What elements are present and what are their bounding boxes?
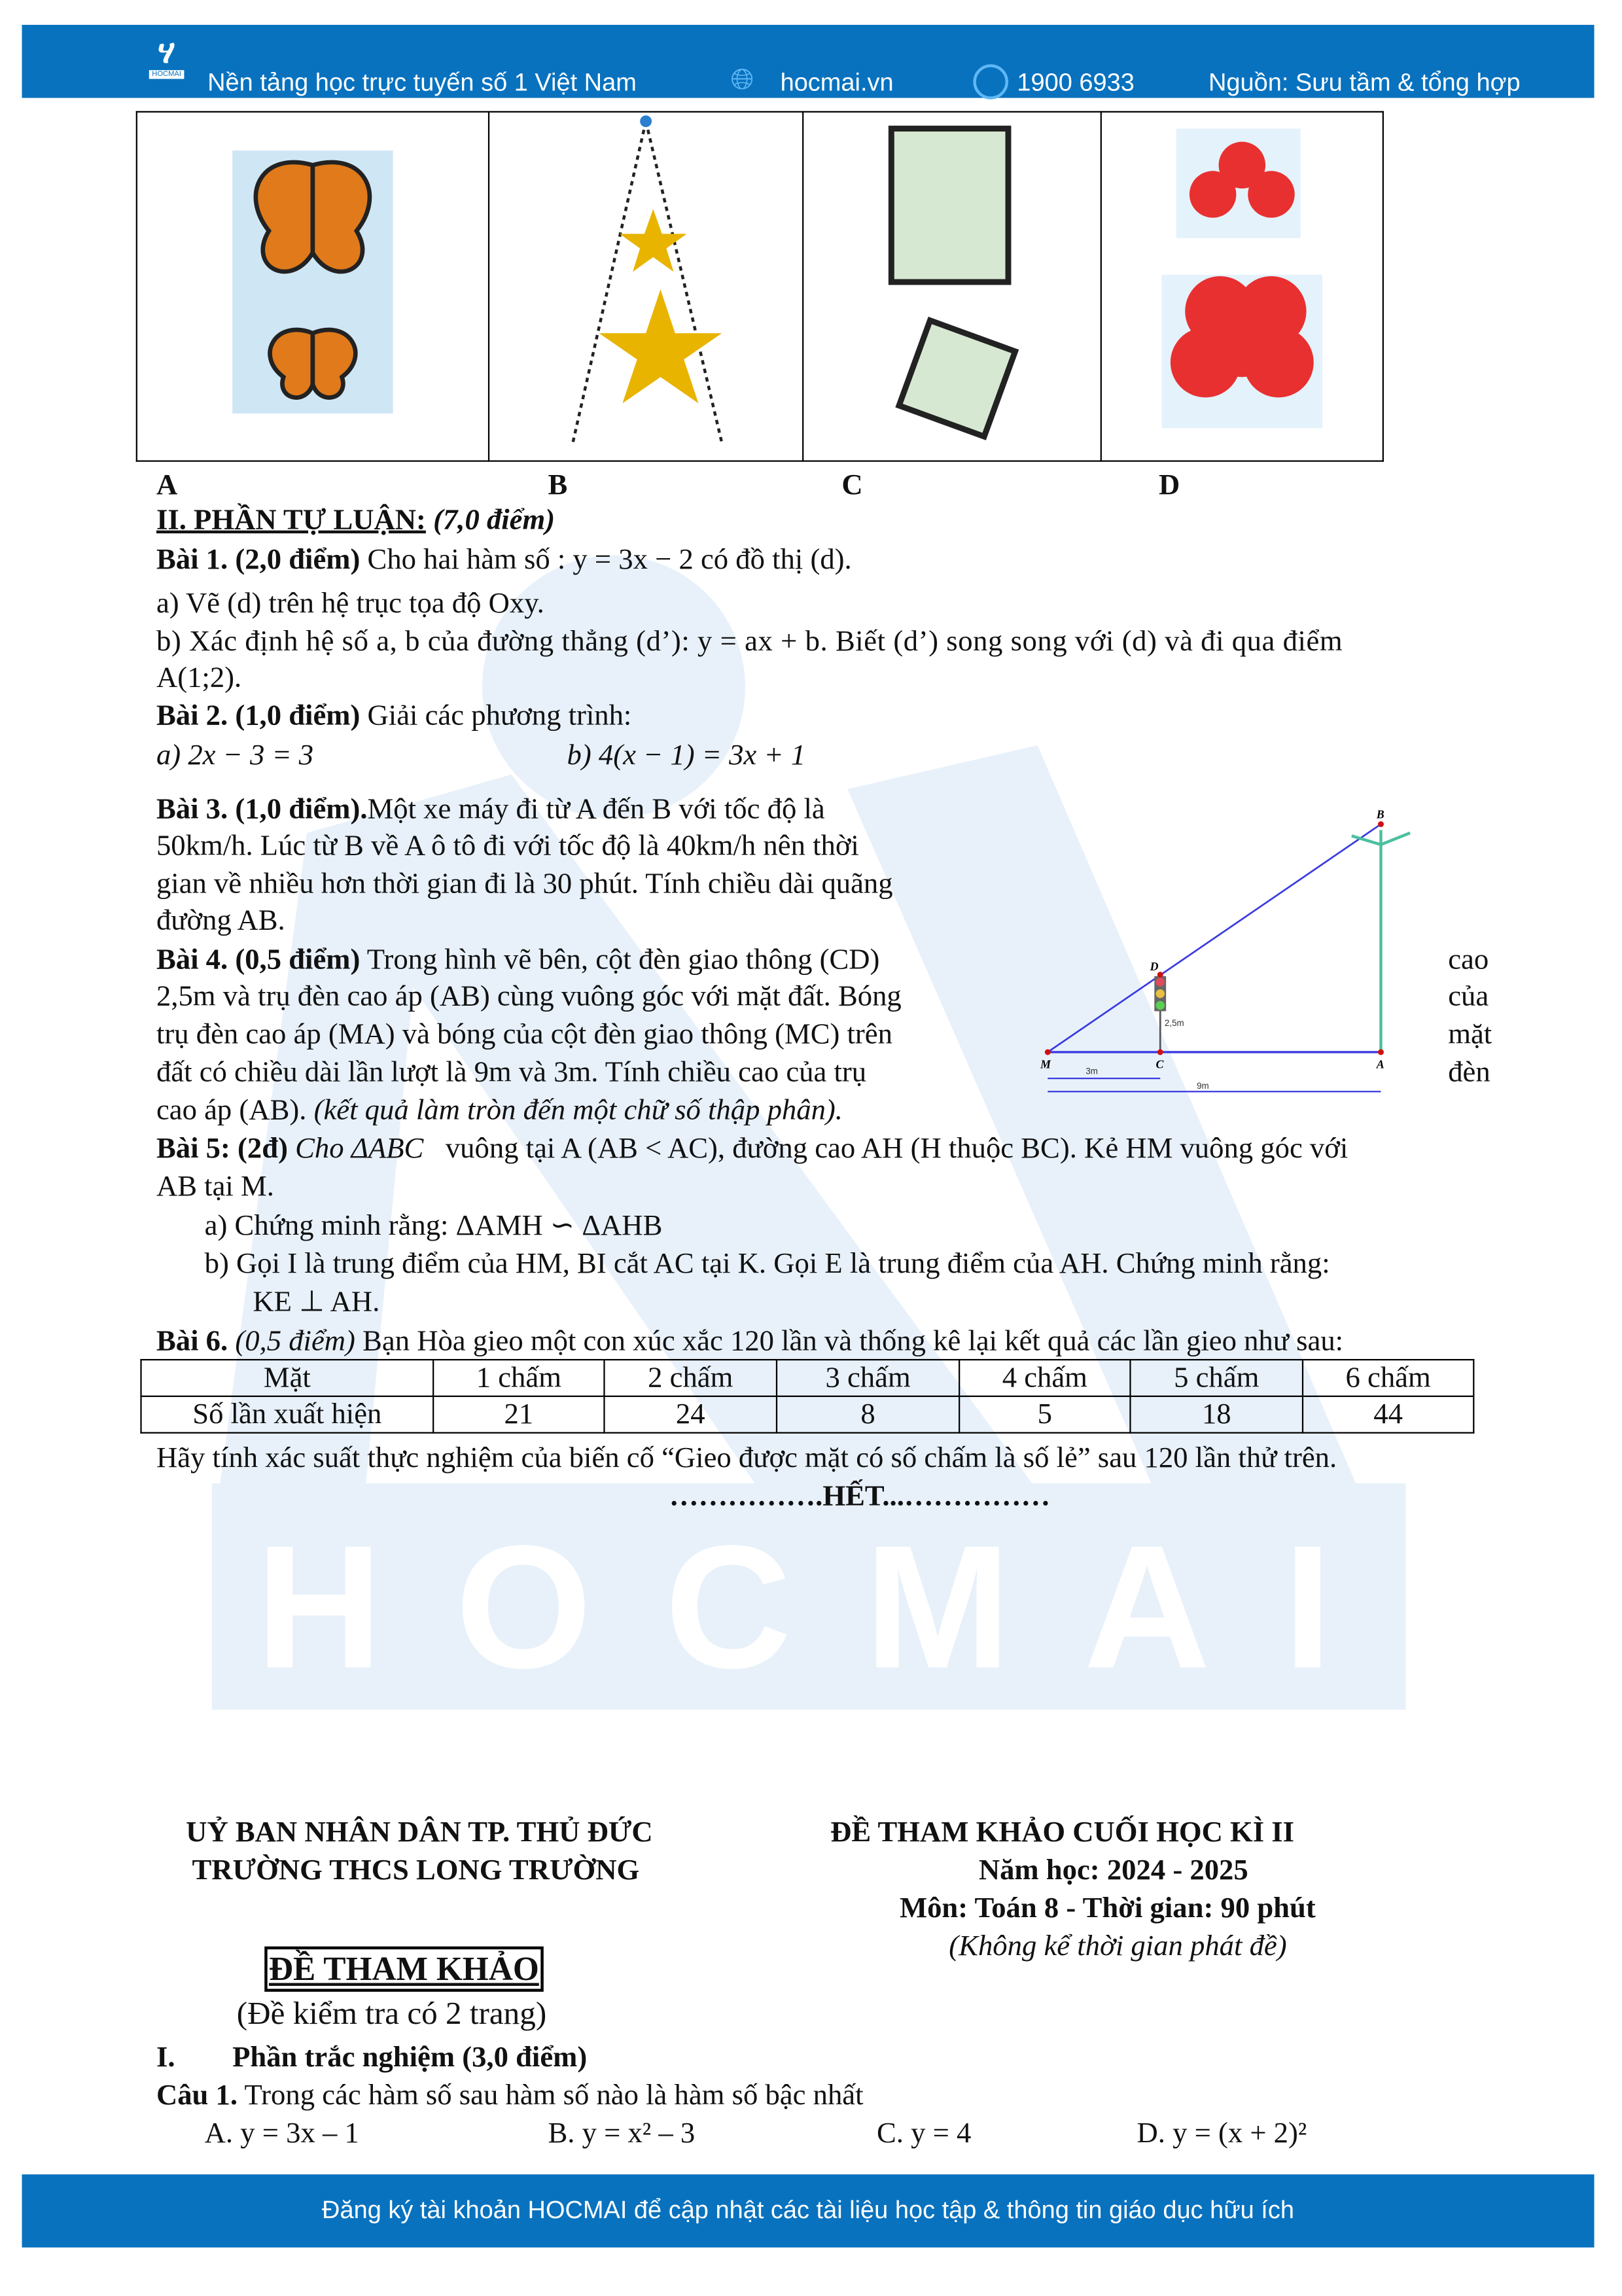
option-b: B. y = x² – 3 (548, 2117, 696, 2150)
point-d-label: D (1150, 959, 1159, 973)
school-name: TRƯỜNG THCS LONG TRƯỜNG (192, 1854, 640, 1887)
figure-squares (803, 112, 1101, 461)
bai4-line-2: 2,5m và trụ đèn cao áp (AB) cùng vuông góc với mặt đất. Bóng (156, 980, 902, 1013)
exam-year: Năm học: 2024 - 2025 (978, 1854, 1248, 1887)
bai5-line-1: Bài 5: (2đ) Cho ΔABC vuông tại A (AB < AC), đường cao AH (H thuộc BC). Kẻ HM vuông góc với (156, 1132, 1349, 1165)
bai3-line-3: gian về nhiều hơn thời gian đi là 30 phút. Tính chiều dài quãng (156, 868, 893, 900)
footer-text[interactable]: Đăng ký tài khoản HOCMAI để cập nhật các tài liệu học tập & thông tin giáo dục hữu ích (322, 2196, 1294, 2225)
option-d: D. y = (x + 2)² (1137, 2117, 1307, 2150)
bai4-word-den: đèn (1448, 1056, 1490, 1089)
ma-length: 9m (1197, 1080, 1209, 1091)
bai5-a: a) Chứng minh rằng: ΔAMH ∽ ΔAHB (204, 1210, 663, 1243)
bai4-line-1: Bài 4. (0,5 điểm) Trong hình vẽ bên, cột đèn giao thông (CD) (156, 944, 880, 976)
table-cell: 44 (1303, 1396, 1473, 1433)
table-row (141, 1396, 1474, 1433)
table-cell: Mặt (141, 1360, 434, 1396)
watermark-text: HOCMAI (255, 1509, 1405, 1706)
bai3-line-1: Bài 3. (1,0 điểm).Một xe máy đi từ A đến B với tốc độ là (156, 793, 825, 826)
bai2-a: a) 2x − 3 = 3 (156, 739, 314, 772)
table-cell: 5 chấm (1130, 1360, 1303, 1396)
option-a: A. y = 3x – 1 (204, 2117, 359, 2150)
table-cell: 5 (959, 1396, 1130, 1433)
figure-stars (489, 112, 803, 461)
bai6-question: Hãy tính xác suất thực nghiệm của biến cố “Gieo được mặt có số chấm là số lẻ” sau 120 lần thử trên. (156, 1442, 1337, 1475)
lamp-post-diagram (1030, 804, 1439, 1110)
hocmai-logo: ሃ HOCMAI (139, 37, 194, 86)
bai5-b2: KE ⊥ AH. (253, 1286, 380, 1318)
header-bar (22, 25, 1594, 98)
bai6-heading: Bài 6. (0,5 điểm) Bạn Hòa gieo một con xúc xắc 120 lần và thống kê lại kết quả các lần gieo như sau: (156, 1325, 1344, 1358)
header-slogan: Nền tảng học trực tuyến số 1 Việt Nam (207, 68, 637, 97)
bai2: Bài 2. (1,0 điểm) Giải các phương trình: (156, 699, 632, 732)
point-c-label: C (1155, 1057, 1164, 1071)
table-cell: Số lần xuất hiện (141, 1396, 434, 1433)
table-cell: 8 (777, 1396, 959, 1433)
bai4-line-4: đất có chiều dài lần lượt là 9m và 3m. Tính chiều cao của trụ (156, 1056, 867, 1089)
exam-title: ĐỀ THAM KHẢO CUỐI HỌC KÌ II (830, 1816, 1295, 1849)
phone-icon (973, 64, 1008, 99)
bai4-word-mat: mặt (1448, 1018, 1492, 1051)
bai2-b: b) 4(x − 1) = 3x + 1 (567, 739, 806, 772)
header-phone: 1900 6933 (1017, 68, 1135, 97)
bai5-line-2: AB tại M. (156, 1170, 274, 1203)
table-cell: 24 (604, 1396, 777, 1433)
option-c: C. y = 4 (876, 2117, 972, 2150)
point-m-label: M (1040, 1057, 1051, 1071)
bai3-line-2: 50km/h. Lúc từ B về A ô tô đi với tốc độ là 40km/h nên thời (156, 830, 859, 862)
footer-bar (22, 2174, 1594, 2248)
bai4-word-cao: cao (1448, 944, 1489, 976)
header-source: Nguồn: Sưu tầm & tổng hợp (1208, 68, 1521, 97)
bai3-line-4: đường AB. (156, 904, 285, 937)
point-b-label: B (1376, 807, 1384, 821)
figure-label-d: D (1159, 468, 1180, 502)
table-cell: 18 (1130, 1396, 1303, 1433)
part1-number: I. (156, 2041, 175, 2074)
bai4-line-3: trụ đèn cao áp (MA) và bóng của cột đèn giao thông (MC) trên (156, 1018, 892, 1051)
table-cell: 4 chấm (959, 1360, 1130, 1396)
table-header-row (141, 1360, 1474, 1396)
bai1-b: b) Xác định hệ số a, b của đường thẳng (d’): y = ax + b. Biết (d’) song song với (d) và đi qua điểm (156, 625, 1343, 658)
bai4-line-5: cao áp (AB). (kết quả làm tròn đến một chữ số thập phân). (156, 1094, 843, 1127)
table-cell: 6 chấm (1303, 1360, 1473, 1396)
table-cell: 1 chấm (433, 1360, 604, 1396)
table-cell: 21 (433, 1396, 604, 1433)
bai1-a: a) Vẽ (d) trên hệ trục tọa độ Oxy. (156, 587, 544, 620)
part1-heading: Phần trắc nghiệm (3,0 điểm) (232, 2041, 588, 2074)
question-1: Câu 1. Trong các hàm số sau hàm số nào là hàm số bậc nhất (156, 2079, 864, 2112)
figure-label-a: A (156, 468, 178, 502)
exam-subject: Môn: Toán 8 - Thời gian: 90 phút (899, 1892, 1316, 1925)
page-count-note: (Đề kiểm tra có 2 trang) (236, 1994, 547, 2032)
figure-red-flowers (1101, 112, 1383, 461)
globe-icon: 🌐︎ (730, 64, 754, 97)
bai5-b: b) Gọi I là trung điểm của HM, BI cắt AC tại K. Gọi E là trung điểm của AH. Chứng minh rằng: (204, 1248, 1330, 1280)
bai1-b2: A(1;2). (156, 662, 242, 694)
end-marker: …………….HẾT...…………… (669, 1480, 1051, 1513)
cd-length: 2,5m (1164, 1017, 1184, 1028)
table-cell: 3 chấm (777, 1360, 959, 1396)
figure-butterflies (137, 112, 489, 461)
figure-label-b: B (548, 468, 568, 502)
part2-heading: II. PHẦN TỰ LUẬN: (7,0 điểm) (156, 504, 555, 537)
watermark-box (212, 1480, 1406, 1710)
exam-note: (Không kể thời gian phát đề) (949, 1930, 1287, 1963)
table-cell: 2 chấm (604, 1360, 777, 1396)
figure-label-c: C (841, 468, 863, 502)
point-a-label: A (1376, 1057, 1384, 1071)
reference-exam-box: ĐỀ THAM KHẢO (264, 1947, 543, 1992)
bai4-word-cua: của (1448, 980, 1489, 1013)
dice-results-table (140, 1359, 1474, 1434)
symmetry-figures-table (136, 111, 1384, 462)
mc-length: 3m (1085, 1066, 1098, 1076)
bai1: Bài 1. (2,0 điểm) Cho hai hàm số : y = 3x − 2 có đồ thị (d). (156, 543, 852, 576)
header-website[interactable]: hocmai.vn (780, 68, 894, 97)
org-name: UỶ BAN NHÂN DÂN TP. THỦ ĐỨC (186, 1816, 653, 1849)
